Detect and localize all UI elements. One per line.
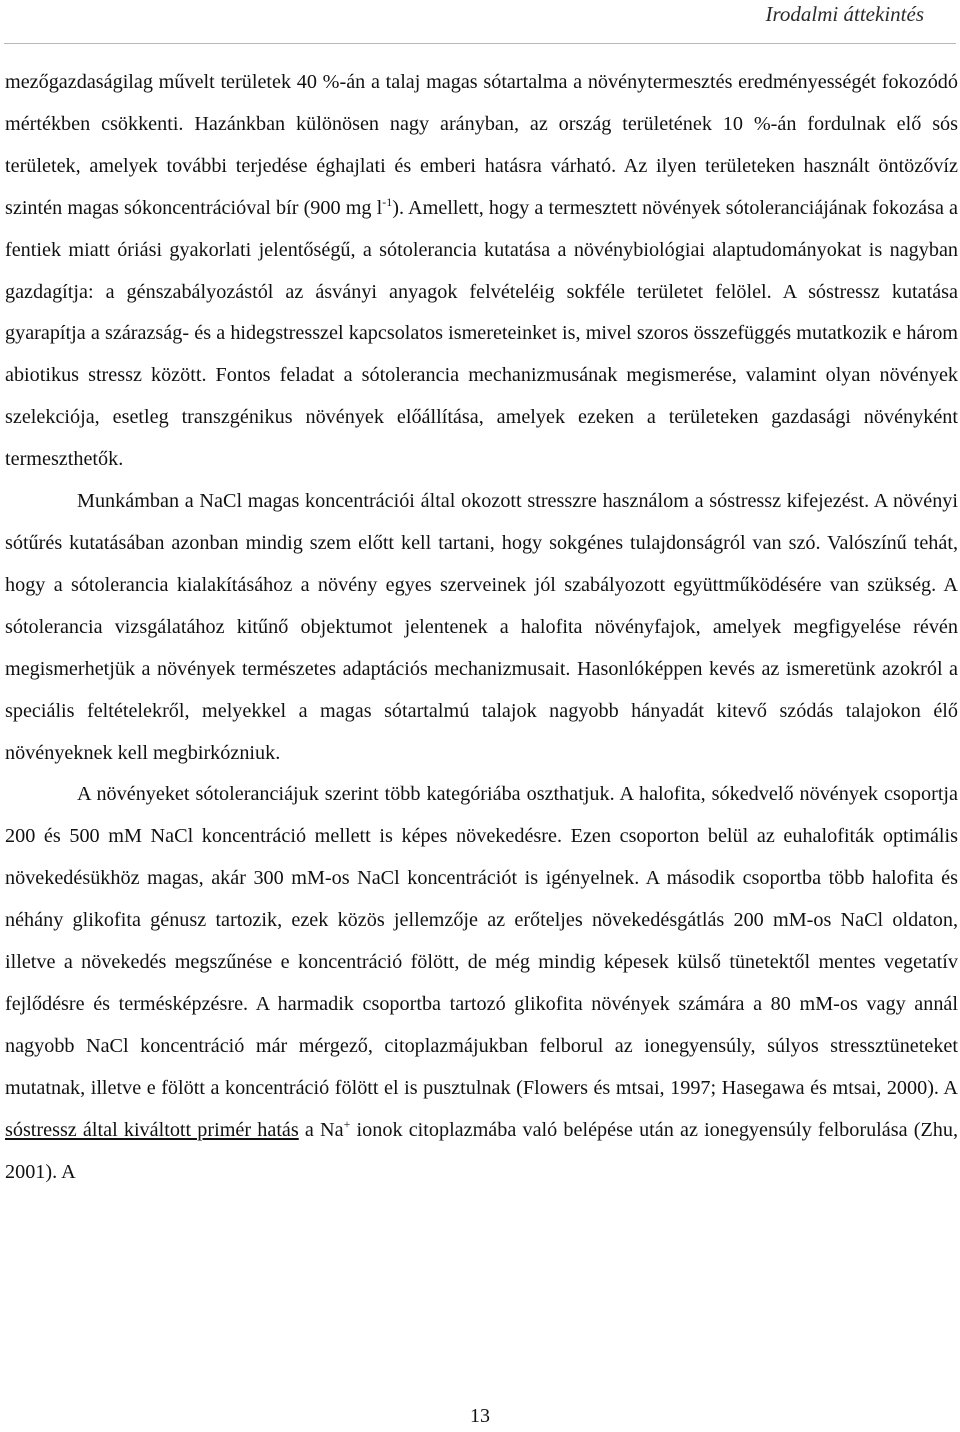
superscript-per-liter: -1 — [382, 194, 393, 209]
paragraph-1-text-a: mezőgazdaságilag művelt területek 40 %-án a talaj magas sótartalma a növénytermesztés eredményességét fokozódó mértékben csökkenti. Hazánkban különösen nagy arányban, az ország területének 10 %-án fordulnak elő sós területek, amelyek további terjedése éghajlati és emberi hatásra várható. Az ilyen területeken használt öntözővíz szintén magas sókoncentrációval bír (900 mg l — [5, 71, 958, 219]
header-rule — [4, 43, 956, 44]
paragraph-3-text-a: A növényeket sótoleranciájuk szerint több kategóriába oszthatjuk. A halofita, sókedvelő növények csoportja 200 és 500 mM NaCl koncentráció mellett is képes növekedésre. Ezen csoporton belül az euhalofiták optimális növekedésükhöz magas, akár 300 mM-os NaCl koncentrációt is igényelnek. A második csoportba több halofita és néhány glikofita génusz tartozik, ezek közös jellemzője az erőteljes növekedésgátlás 200 mM-os NaCl oldaton, illetve a növekedés megszűnése e koncentráció fölött, de még mindig képesek külső tünetektől mentes vegetatív fejlődésre és termésképzésre. A harmadik csoportba tartozó glikofita növények számára a 80 mM-os vagy annál nagyobb NaCl koncentráció már mérgező, citoplazmájukban felborul az ionegyensúly, súlyos stressztüneteket mutatnak, illetve e fölött a koncentráció fölött el is pusztulnak (Flowers és mtsai, 1997; Hasegawa és mtsai, 2000). A — [5, 783, 958, 1099]
paragraph-2: Munkámban a NaCl magas koncentrációi által okozott stresszre használom a sóstressz kifejezést. A növényi sótűrés kutatásában azonban mindig szem előtt kell tartani, hogy sokgénes tulajdonságról van szó. Valószínű tehát, hogy a sótolerancia kialakításához a növény egyes szerveinek jól szabályozott együttműködésére van szükség. A sótolerancia vizsgálatához kitűnő objektumot jelentenek a halofita növényfajok, amelyek megfigyelése révén megismerhetjük a növények természetes adaptációs mechanizmusait. Hasonlóképpen kevés az ismeretünk azokról a speciális feltételekről, melyekkel a magas sótartalmú talajok nagyobb hányadát kitevő szódás talajokon élő növényeknek kell megbirkózniuk. — [5, 490, 958, 764]
page-number: 13 — [470, 1405, 490, 1427]
underlined-term: sóstressz által kiváltott primér hatás — [5, 1118, 299, 1141]
superscript-plus: + — [343, 1116, 351, 1131]
paragraph-3-text-c: ionok citoplazmába való belépése után az ionegyensúly felborulása (Zhu, 2001). A — [5, 1118, 959, 1183]
paragraph-3-text-b: a Na — [298, 1118, 344, 1141]
paragraph-1-text-b: ). Amellett, hogy a termesztett növények sótoleranciájának fokozása a fentiek miatt óriási gyakorlati jelentőségű, a sótolerancia kutatása a növénybiológiai alaptudományokat is nagyban gazdagítja: a génszabályozástól az ásványi anyagok felvételéig sokféle területet felölel. A sóstressz kutatása gyarapítja a szárazság- és a hidegstresszel kapcsolatos ismereteinket is, mivel szoros összefüggés mutatkozik e három abiotikus stressz között. Fontos feladat a sótolerancia mechanizmusának megismerése, valamint olyan növények szelekciója, esetleg transzgénikus növények előállítása, amelyek ezeken a területeken gazdasági növényként termeszthetők. — [5, 196, 958, 471]
body-text — [5, 62, 958, 1193]
paragraph-1 — [5, 62, 958, 481]
running-header: Irodalmi áttekintés — [765, 2, 924, 26]
paragraph-3 — [5, 774, 958, 1193]
